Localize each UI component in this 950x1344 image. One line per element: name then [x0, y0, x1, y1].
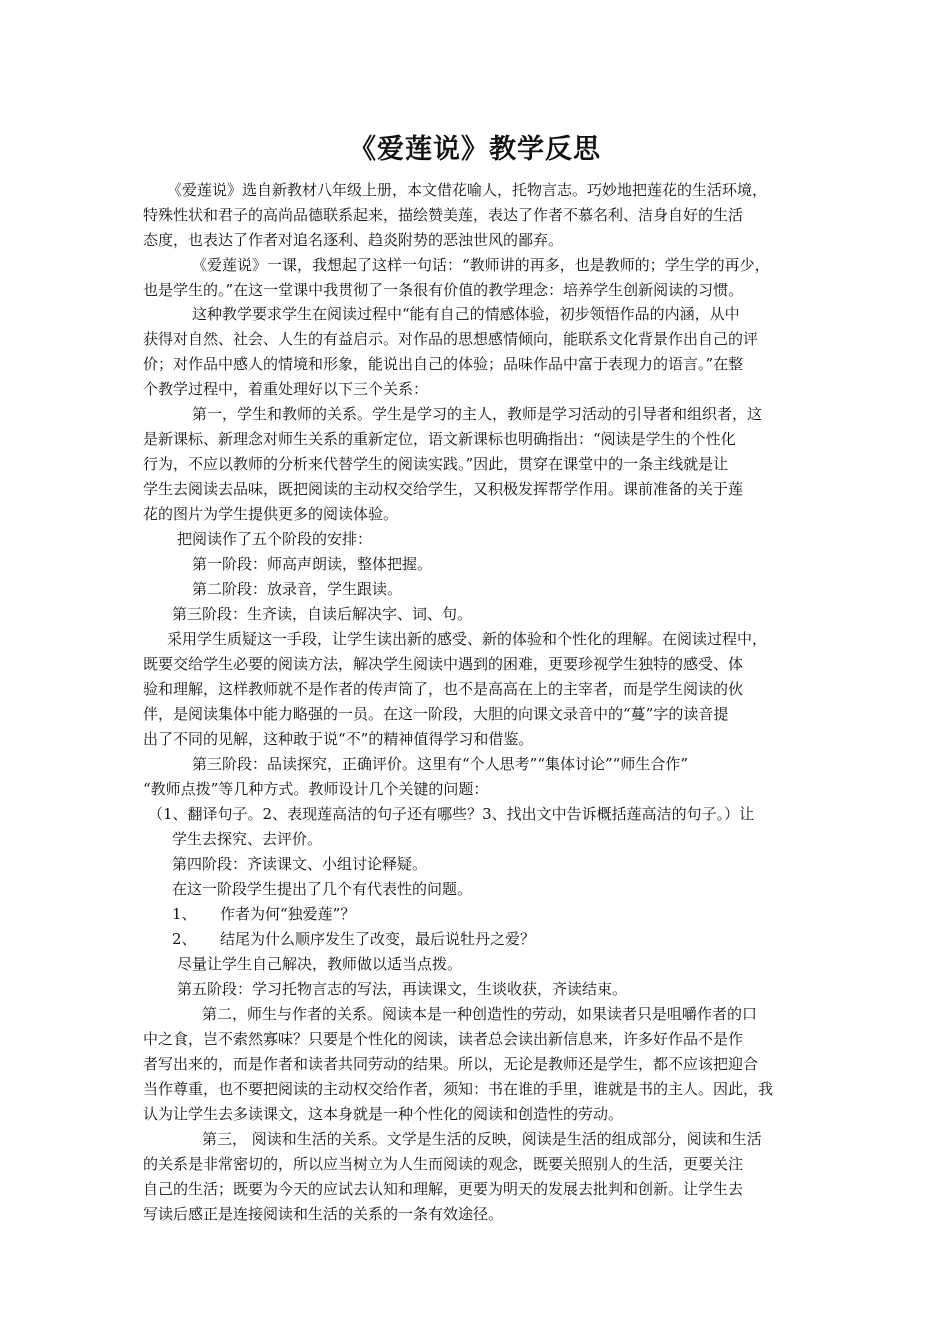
text-line: 特殊性状和君子的高尚品德联系起来，描绘赞美莲，表达了作者不慕名利、洁身自好的生活 — [143, 206, 744, 224]
text-line: 把阅读作了五个阶段的安排： — [177, 530, 373, 548]
text-line: 价；对作品中感人的情境和形象，能说出自己的体验；品味作品中富于表现力的语言。”在整 — [143, 355, 744, 373]
text-line: 学生去探究、去评价。 — [172, 830, 323, 848]
text-line: 态度，也表达了作者对追名逐利、趋炎附势的恶浊世风的鄙弃。 — [143, 231, 564, 249]
text-line: 验和理解，这样教师就不是作者的传声筒了，也不是高高在上的主宰者，而是学生阅读的伙 — [143, 680, 744, 698]
text-line: 的关系是非常密切的，所以应当树立为人生而阅读的观念，既要关照别人的生活，更要关注 — [143, 1155, 744, 1173]
text-line: 伴，是阅读集体中能力略强的一员。在这一阶段，大胆的向课文录音中的“蔓”字的读音提 — [143, 705, 729, 723]
text-line: 花的图片为学生提供更多的阅读体验。 — [143, 505, 399, 523]
text-line: 这种教学要求学生在阅读过程中“能有自己的情感体验，初步领悟作品的内涵，从中 — [192, 305, 740, 323]
text-line: 出了不同的见解，这种敢于说“不”的精神值得学习和借鉴。 — [143, 730, 534, 748]
text-line: 行为，不应以教师的分析来代替学生的阅读实践。”因此，贯穿在课堂中的一条主线就是让 — [143, 455, 729, 473]
text-line: 获得对自然、社会、人生的有益启示。对作品的思想感情倾向，能联系文化背景作出自己的评 — [143, 330, 759, 348]
stage-line: 第三阶段：生齐读，自读后解决字、词、句。 — [172, 605, 473, 623]
stage-line: 第四阶段：齐读课文、小组讨论释疑。 — [172, 855, 428, 873]
text-line: 第一，学生和教师的关系。学生是学习的主人，教师是学习活动的引导者和组织者，这 — [192, 405, 763, 423]
document-title: 《爱莲说》教学反思 — [349, 134, 601, 165]
list-number: 2、 — [172, 930, 197, 948]
text-line: “教师点拨”等几种方式。教师设计几个关键的问题： — [143, 780, 489, 798]
text-line: 既要交给学生必要的阅读方法，解决学生阅读中遇到的困难，更要珍视学生独特的感受、体 — [143, 655, 744, 673]
text-line: 《爱莲说》选自新教材八年级上册，本文借花喻人，托物言志。巧妙地把莲花的生活环境， — [167, 181, 768, 199]
stage-line: 第一阶段：师高声朗读，整体把握。 — [192, 555, 433, 573]
text-line: 中之食，岂不索然寡味？只要是个性化的阅读，读者总会读出新信息来，许多好作品不是作 — [143, 1030, 744, 1048]
text-line: 也是学生的。”在这一堂课中我贯彻了一条很有价值的教学理念：培养学生创新阅读的习惯。 — [143, 281, 744, 299]
text-line: 当作尊重，也不要把阅读的主动权交给作者，须知：书在谁的手里，谁就是书的主人。因此，我 — [143, 1080, 774, 1098]
text-line: 第三， 阅读和生活的关系。文学是生活的反映，阅读是生活的组成部分，阅读和生活 — [202, 1130, 762, 1148]
text-line: 《爱莲说》一课，我想起了这样一句话：“教师讲的再多，也是教师的；学生学的再少， — [192, 256, 770, 274]
text-line: 自己的生活；既要为今天的应试去认知和理解，更要为明天的发展去批判和创新。让学生去 — [143, 1180, 744, 1198]
list-number: 1、 — [172, 905, 197, 923]
text-line: 在这一阶段学生提出了几个有代表性的问题。 — [172, 880, 473, 898]
stage-line: 第二阶段：放录音，学生跟读。 — [192, 580, 403, 598]
text-line: 写读后感正是连接阅读和生活的关系的一条有效途径。 — [143, 1205, 504, 1223]
text-line: 认为让学生去多读课文，这本身就是一种个性化的阅读和创造性的劳动。 — [143, 1105, 624, 1123]
text-line: （1、翻译句子。2、表现莲高洁的句子还有哪些？3、找出文中告诉概括莲高洁的句子。）让 — [148, 805, 755, 823]
stage-line: 第五阶段：学习托物言志的写法，再读课文，生谈收获，齐读结束。 — [177, 980, 628, 998]
text-line: 尽量让学生自己解决，教师做以适当点拨。 — [177, 955, 463, 973]
text-line: 学生去阅读去品味，既把阅读的主动权交给学生，又积极发挥帮学作用。课前准备的关于莲 — [143, 480, 744, 498]
text-line: 是新课标、新理念对师生关系的重新定位，语文新课标也明确指出：“阅读是学生的个性化 — [143, 430, 736, 448]
text-line: 个教学过程中，着重处理好以下三个关系： — [143, 380, 429, 398]
text-line: 采用学生质疑这一手段，让学生读出新的感受、新的体验和个性化的理解。在阅读过程中， — [167, 630, 768, 648]
text-line: 第二，师生与作者的关系。阅读本是一种创造性的劳动，如果读者只是咀嚼作者的口 — [202, 1005, 758, 1023]
text-line: 者写出来的，而是作者和读者共同劳动的结果。所以，无论是教师还是学生，都不应该把迎合 — [143, 1055, 759, 1073]
stage-line: 第三阶段：品读探究，正确评价。这里有“个人思考”“集体讨论”“师生合作” — [192, 755, 689, 773]
list-item-text: 作者为何“独爱莲”？ — [220, 905, 356, 923]
list-item-text: 结尾为什么顺序发生了改变，最后说牡丹之爱？ — [220, 930, 536, 948]
